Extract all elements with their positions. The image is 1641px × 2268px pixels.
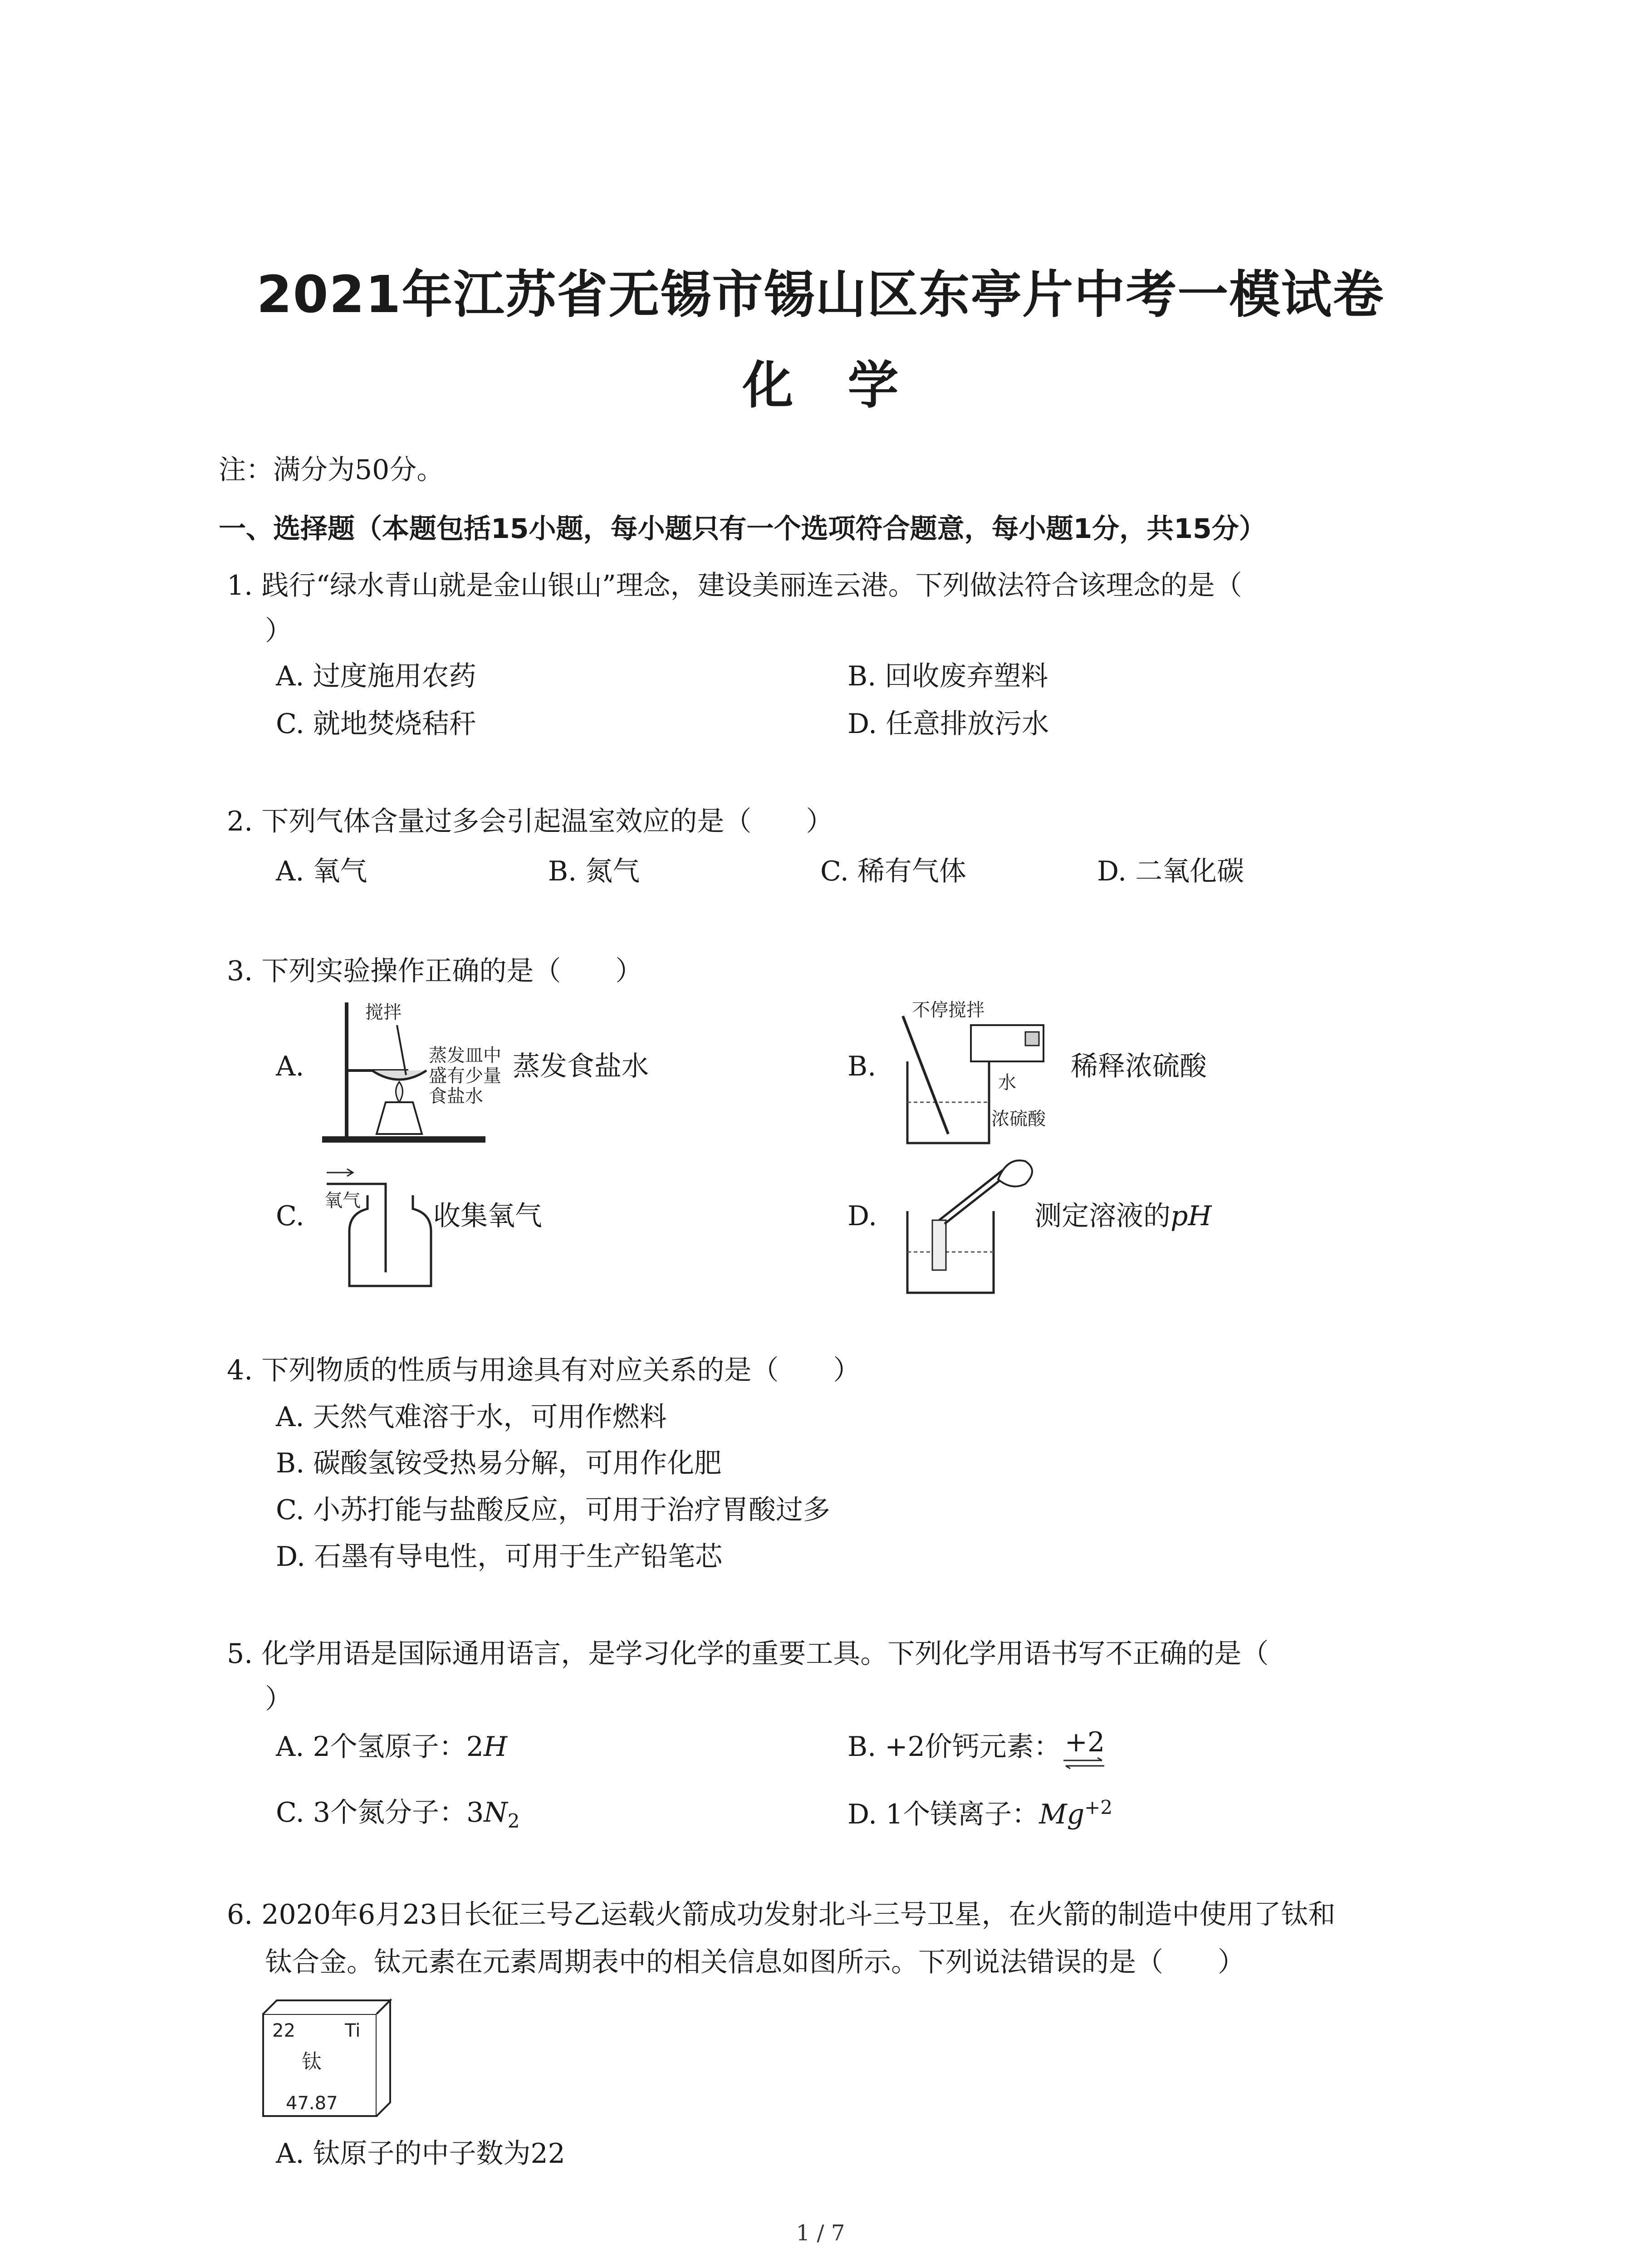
q5-option-d-symbol: Mg [1039,1799,1085,1830]
q3-option-b-caption: 稀释浓硫酸 [1071,1051,1207,1082]
fig-a-label-1: 蒸发皿中 [429,1045,501,1066]
q2-option-c[interactable]: C. 稀有气体 [820,855,966,887]
q1-option-a[interactable]: A. 过度施用农药 [276,660,476,692]
page-number: 1 / 7 [796,2220,845,2246]
q5-option-c[interactable] [276,1796,520,1833]
fig-a-label-stir: 搅拌 [365,1002,402,1023]
fig-c-label-oxygen: 氧气 [324,1190,361,1211]
q5-option-d[interactable] [847,1796,1112,1831]
q4-option-a[interactable]: A. 天然气难溶于水，可用作燃料 [276,1401,667,1433]
q5-option-a-symbol: H [483,1731,508,1763]
q1-option-c[interactable]: C. 就地焚烧秸秆 [276,708,476,740]
element-mass: 47.87 [286,2093,338,2114]
q3-option-b-letter[interactable]: B. [847,1051,877,1082]
q5-option-c-text: C. 3个氮分子： [276,1797,467,1828]
q5-option-a-text: A. 2个氢原子： [276,1731,466,1763]
fig-a-label-2: 盛有少量 [429,1066,501,1086]
q5-option-d-charge: +2 [1084,1796,1113,1818]
q2-option-b[interactable]: B. 氮气 [548,855,640,887]
fig-b-label-water: 水 [998,1072,1016,1093]
q5-option-c-subscript: 2 [507,1810,520,1832]
q3-option-d-caption-text: 测定溶液的 [1034,1200,1171,1232]
q4-option-c[interactable]: C. 小苏打能与盐酸反应，可用于治疗胃酸过多 [276,1494,830,1526]
dilution-apparatus-figure [889,998,1071,1152]
q3-option-c-caption: 收集氧气 [433,1200,542,1232]
q3-option-c-letter[interactable]: C. [276,1200,304,1232]
subject-title: 化学 [742,356,953,415]
q4-stem: 4. 下列物质的性质与用途具有对应关系的是（ ） [227,1354,861,1386]
score-note: 注：满分为50分。 [219,454,444,486]
q6-stem: 6. 2020年6月23日长征三号乙运载火箭成功发射北斗三号卫星，在火箭的制造中使用了钛和 [227,1899,1336,1931]
q1-option-b[interactable]: B. 回收废弃塑料 [847,660,1048,692]
q5-option-a[interactable] [276,1730,507,1763]
exam-title: 2021年江苏省无锡市锡山区东亭片中考一模试卷 [256,265,1385,324]
section-heading: 一、选择题（本题包括15小题，每小题只有一个选项符合题意，每小题1分，共15分） [219,513,1266,545]
q1-stem: 1. 践行“绿水青山就是金山银山”理念，建设美丽连云港。下列做法符合该理念的是（ [227,570,1242,601]
evaporation-apparatus-figure [318,998,501,1148]
element-number: 22 [272,2020,295,2041]
q4-option-b[interactable]: B. 碳酸氢铵受热易分解，可用作化肥 [276,1447,722,1479]
q2-option-d[interactable]: D. 二氧化碳 [1097,855,1244,887]
q1-option-d[interactable]: D. 任意排放污水 [847,708,1049,740]
gas-collection-figure [318,1159,440,1290]
q5-option-b-valence: +2 [1064,1726,1105,1758]
q3-option-d-ph: pH [1171,1200,1212,1232]
q5-option-c-symbol: N [484,1797,508,1828]
q5-option-d-text: D. 1个镁离子： [847,1799,1039,1830]
titanium-element-card [254,1996,399,2123]
q3-option-a-letter[interactable]: A. [276,1051,304,1082]
q2-stem: 2. 下列气体含量过多会引起温室效应的是（ ） [227,806,833,837]
q3-option-a-caption: 蒸发食盐水 [513,1051,649,1082]
q4-option-d[interactable]: D. 石墨有导电性，可用于生产铅笔芯 [276,1541,723,1573]
q5-option-b-formula [1061,1726,1107,1762]
q3-option-d-caption [1034,1200,1212,1232]
q5-option-c-num: 3 [466,1797,484,1828]
q5-option-b-text: B. +2价钙元素： [847,1731,1061,1763]
q3-option-d-letter[interactable]: D. [847,1200,877,1232]
q5-stem: 5. 化学用语是国际通用语言，是学习化学的重要工具。下列化学用语书写不正确的是（ [227,1638,1269,1670]
element-symbol: Ti [345,2020,361,2041]
q1-stem-close: ） [265,615,292,647]
q2-option-a[interactable]: A. 氧气 [276,855,367,887]
q5-option-b[interactable] [847,1726,1107,1763]
element-name: 钛 [302,2050,322,2073]
q3-stem: 3. 下列实验操作正确的是（ ） [227,955,643,987]
q6-stem-line2: 钛合金。钛元素在元素周期表中的相关信息如图所示。下列说法错误的是（ ） [265,1946,1245,1978]
q5-stem-close: ） [265,1683,292,1715]
q5-option-a-num: 2 [466,1731,484,1763]
q5-option-b-equilibrium-mark [1061,1757,1107,1770]
fig-b-label-stir: 不停搅拌 [912,1000,985,1021]
fig-b-label-acid: 浓硫酸 [991,1109,1046,1129]
fig-a-label-3: 食盐水 [429,1086,483,1107]
q6-option-a[interactable]: A. 钛原子的中子数为22 [276,2138,565,2170]
